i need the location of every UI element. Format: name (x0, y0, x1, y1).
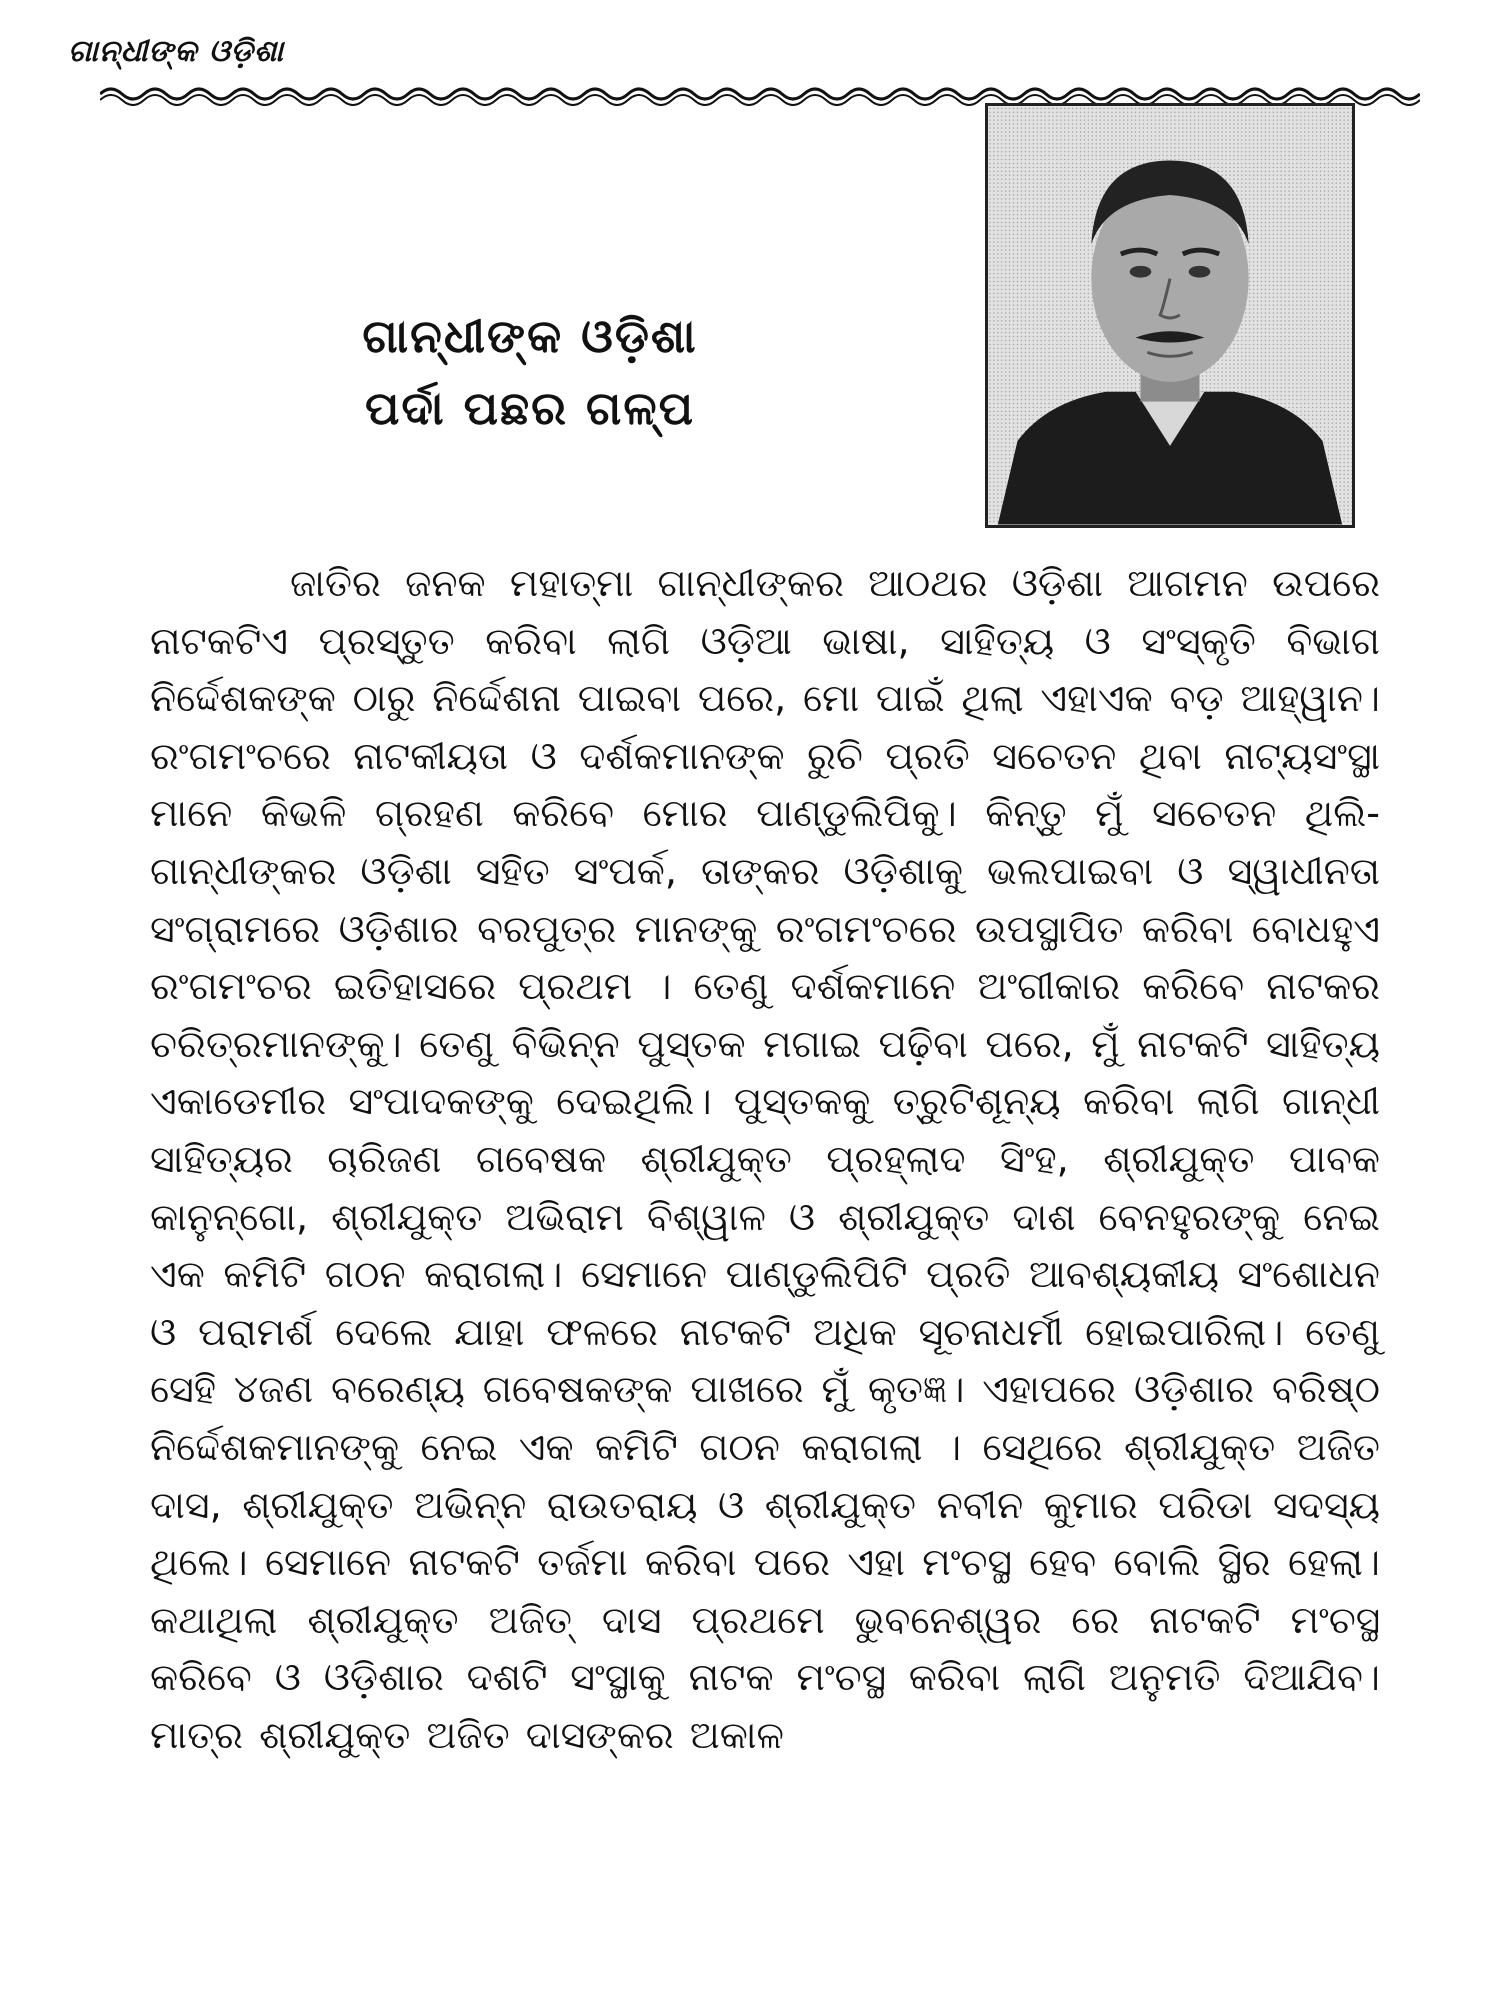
article-body-text: ଜାତିର ଜନକ ମହାତ୍ମା ଗାନ୍ଧୀଙ୍କର ଆଠଥର ଓଡ଼ିଶା ଆଗମନ ଉପରେ ନାଟକଟିଏ ପ୍ରସ୍ତୁତ କରିବା ଲାଗି ଓଡ଼ିଆ ଭାଷା, ସାହିତ୍ୟ ଓ ସଂସ୍କୃତି ବିଭାଗ ନିର୍ଦ୍ଦେଶକଙ୍କ ଠାରୁ ନିର୍ଦ୍ଦେଶନା ପାଇବା ପରେ, ମୋ ପାଇଁ ଥିଲା ଏହାଏକ ବଡ଼ ଆହ୍ୱାନ। ରଂଗମଂଚରେ ନାଟକୀୟତା ଓ ଦର୍ଶକମାନଙ୍କ ରୁଚି ପ୍ରତି ସଚେତନ ଥିବା ନାଟ୍ୟସଂସ୍ଥା ମାନେ କିଭଳି ଗ୍ରହଣ କରିବେ ମୋର ପାଣ୍ଡୁଲିପିକୁ। କିନ୍ତୁ ମୁଁ ସଚେତନ ଥିଲି-ଗାନ୍ଧୀଙ୍କର ଓଡ଼ିଶା ସହିତ ସଂପର୍କ, ତାଙ୍କର ଓଡ଼ିଶାକୁ ଭଲପାଇବା ଓ ସ୍ୱାଧୀନତା ସଂଗ୍ରାମରେ ଓଡ଼ିଶାର ବରପୁତ୍ର ମାନଙ୍କୁ ରଂଗମଂଚରେ ଉପସ୍ଥାପିତ କରିବା ବୋଧହୁଏ ରଂଗମଂଚର ଇତିହାସରେ ପ୍ରଥମ । ତେଣୁ ଦର୍ଶକମାନେ ଅଂଗୀକାର କରିବେ ନାଟକର ଚରିତ୍ରମାନଙ୍କୁ। ତେଣୁ ବିଭିନ୍ନ ପୁସ୍ତକ ମଗାଇ ପଢ଼ିବା ପରେ, ମୁଁ ନାଟକଟି ସାହିତ୍ୟ ଏକାଡେମୀର ସଂପାଦକଙ୍କୁ ଦେଇଥିଲି। ପୁସ୍ତକକୁ ତ୍ରୁଟିଶୂନ୍ୟ କରିବା ଲାଗି ଗାନ୍ଧୀ ସାହିତ୍ୟର ଚାରିଜଣ ଗବେଷକ ଶ୍ରୀଯୁକ୍ତ ପ୍ରହ୍ଲାଦ ସିଂହ, ଶ୍ରୀଯୁକ୍ତ ପାବକ କାନୁନ୍‌ଗୋ, ଶ୍ରୀଯୁକ୍ତ ଅଭିରାମ ବିଶ୍ୱାଳ ଓ ଶ୍ରୀଯୁକ୍ତ ଦାଶ ବେନହୁରଙ୍କୁ ନେଇ ଏକ କମିଟି ଗଠନ କରାଗଲା। ସେମାନେ ପାଣ୍ଡୁଲିପିଟି ପ୍ରତି ଆବଶ୍ୟକୀୟ ସଂଶୋଧନ ଓ ପରାମର୍ଶ ଦେଲେ ଯାହା ଫଳରେ ନାଟକଟି ଅଧିକ ସୂଚନାଧର୍ମୀ ହୋଇପାରିଲା। ତେଣୁ ସେହି ୪ଜଣ ବରେଣ୍ୟ ଗବେଷକଙ୍କ ପାଖରେ ମୁଁ କୃତଜ୍ଞ। ଏହାପରେ ଓଡ଼ିଶାର ବରିଷ୍ଠ ନିର୍ଦ୍ଦେଶକମାନଙ୍କୁ ନେଇ ଏକ କମିଟି ଗଠନ କରାଗଲା । ସେଥିରେ ଶ୍ରୀଯୁକ୍ତ ଅଜିତ ଦାସ, ଶ୍ରୀଯୁକ୍ତ ଅଭିନ୍ନ ରାଉତରାୟ ଓ ଶ୍ରୀଯୁକ୍ତ ନବୀନ କୁମାର ପରିଡା ସଦସ୍ୟ ଥିଲେ। ସେମାନେ ନାଟକଟି ତର୍ଜମା କରିବା ପରେ ଏହା ମଂଚସ୍ଥ ହେବ ବୋଲି ସ୍ଥିର ହେଲା। କଥାଥିଲା ଶ୍ରୀଯୁକ୍ତ ଅଜିତ୍ ଦାସ ପ୍ରଥମେ ଭୁବନେଶ୍ୱର ରେ ନାଟକଟି ମଂଚସ୍ଥ କରିବେ ଓ ଓଡ଼ିଶାର ଦଶଟି ସଂସ୍ଥାକୁ ନାଟକ ମଂଚସ୍ଥ କରିବା ଲାଗି ଅନୁମତି ଦିଆଯିବ। ମାତ୍ର ଶ୍ରୀଯୁକ୍ତ ଅଜିତ ଦାସଙ୍କର ଅକାଳ (150, 561, 1380, 1757)
article-title-block (320, 300, 740, 444)
article-title: ଗାନ୍ଧୀଙ୍କ ଓଡ଼ିଶା (362, 309, 698, 363)
author-photo (985, 103, 1355, 528)
running-head: ଗାନ୍ଧୀଙ୍କ ଓଡ଼ିଶା (68, 34, 284, 69)
author-portrait-illustration (988, 106, 1352, 525)
article-subtitle: ପର୍ଦା ପଛର ଗଳ୍ପ (365, 381, 695, 435)
